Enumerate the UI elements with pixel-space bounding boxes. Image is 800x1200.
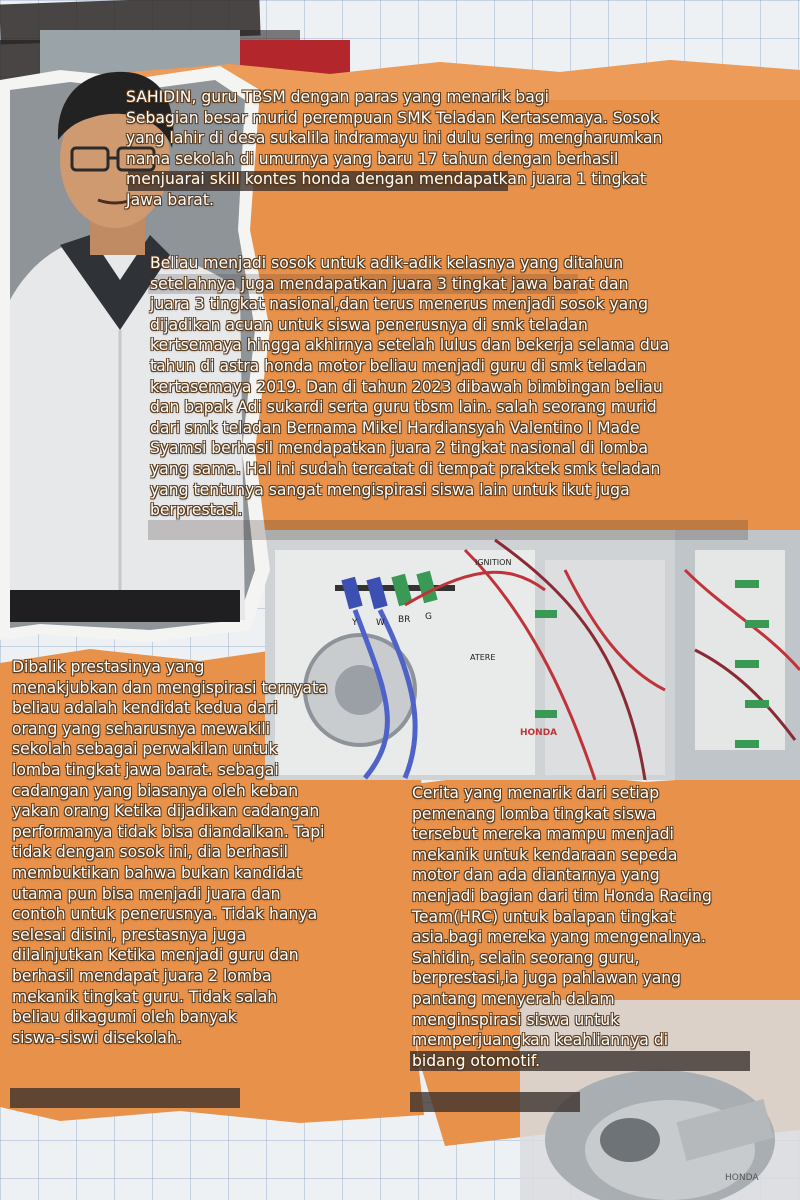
panel-brand-label: HONDA: [520, 728, 558, 738]
marker-highlight: [10, 1088, 240, 1108]
panel-battery-label: ATERE: [470, 653, 496, 662]
paragraph-achievements: Beliau menjadi sosok untuk adik-adik kelasnya yang ditahun setelahnya juga mendapatkan juara 3 tingkat jawa barat dan juara 3 tingkat nasional,dan terus menerus menjadi sosok yang dijadikan acuan untuk siswa penerusnya di smk teladan kertsemaya hingga akhirnya setelah lulus dan bekerja selama dua tahun di astra honda motor beliau menjadi guru di smk teladan kertasemaya 2019. Dan di tahun 2023 dibawah bimbingan beliau dan bapak Adi sukardi serta guru tbsm lain. salah seorang murid dari smk teladan Bernama Mikel Hardiansyah Valentino I Made Syamsi berhasil mendapatkan juara 2 tingkat nasional di lomba yang sama. Hal ini sudah tercatat di tempat praktek smk teladan yang tentunya sangat mengispirasi siswa lain untuk ikut juga berprestasi.: [150, 254, 670, 520]
paragraph-intro: SAHIDIN, guru TBSM dengan paras yang menarik bagi Sebagian besar murid perempuan SMK Teladan Kertasemaya. Sosok yang lahir di desa sukalila indramayu ini dulu sering mengharumkan nama sekolah di umurnya yang baru 17 tahun dengan berhasil menjuarai skill kontes honda dengan mendapatkan juara 1 tingkat Jawa barat.: [126, 88, 663, 209]
engine-brand-label: HONDA: [725, 1173, 759, 1183]
panel-ignition-label: IGNITION: [475, 558, 512, 567]
panel-port-w-label: W: [376, 618, 385, 628]
panel-port-g-label: G: [425, 612, 432, 622]
marker-highlight: [148, 520, 748, 540]
panel-port-y-label: Y: [352, 618, 358, 628]
paragraph-backstory: Dibalik prestasinya yang menakjubkan dan mengispirasi ternyata beliau adalah kendidat kedua dari orang yang seharusnya mewakili sekolah sebagai perwakilan untuk lomba tingkat jawa barat. sebagai cadangan yang biasanya oleh keban yakan orang Ketika dijadikan cadangan performanya tidak bisa diandalkan. Tapi tidak dengan sosok ini, dia berhasil membuktikan bahwa bukan kandidat utama pun bisa menjadi juara dan contoh untuk penerusnya. Tidak hanya selesai disini, prestasnya juga dilalnjutkan Ketika menjadi guru dan berhasil mendapat juara 2 lomba mekanik tingkat guru. Tidak salah beliau dikagumi oleh banyak siswa-siswi disekolah.: [12, 658, 328, 1047]
marker-highlight: [410, 1092, 580, 1112]
paragraph-inspiration: Cerita yang menarik dari setiap pemenang lomba tingkat siswa tersebut mereka mampu menjadi mekanik untuk kendaraan sepeda motor dan ada diantarnya yang menjadi bagian dari tim Honda Racing Team(HRC) untuk balapan tingkat asia.bagi mereka yang mengenalnya. Sahidin, selain seorang guru, berprestasi,ia juga pahlawan yang pantang menyerah dalam menginspirasi siswa untuk memperjuangkan keahliannya di bidang otomotif.: [412, 784, 712, 1070]
panel-port-br-label: BR: [398, 615, 411, 625]
